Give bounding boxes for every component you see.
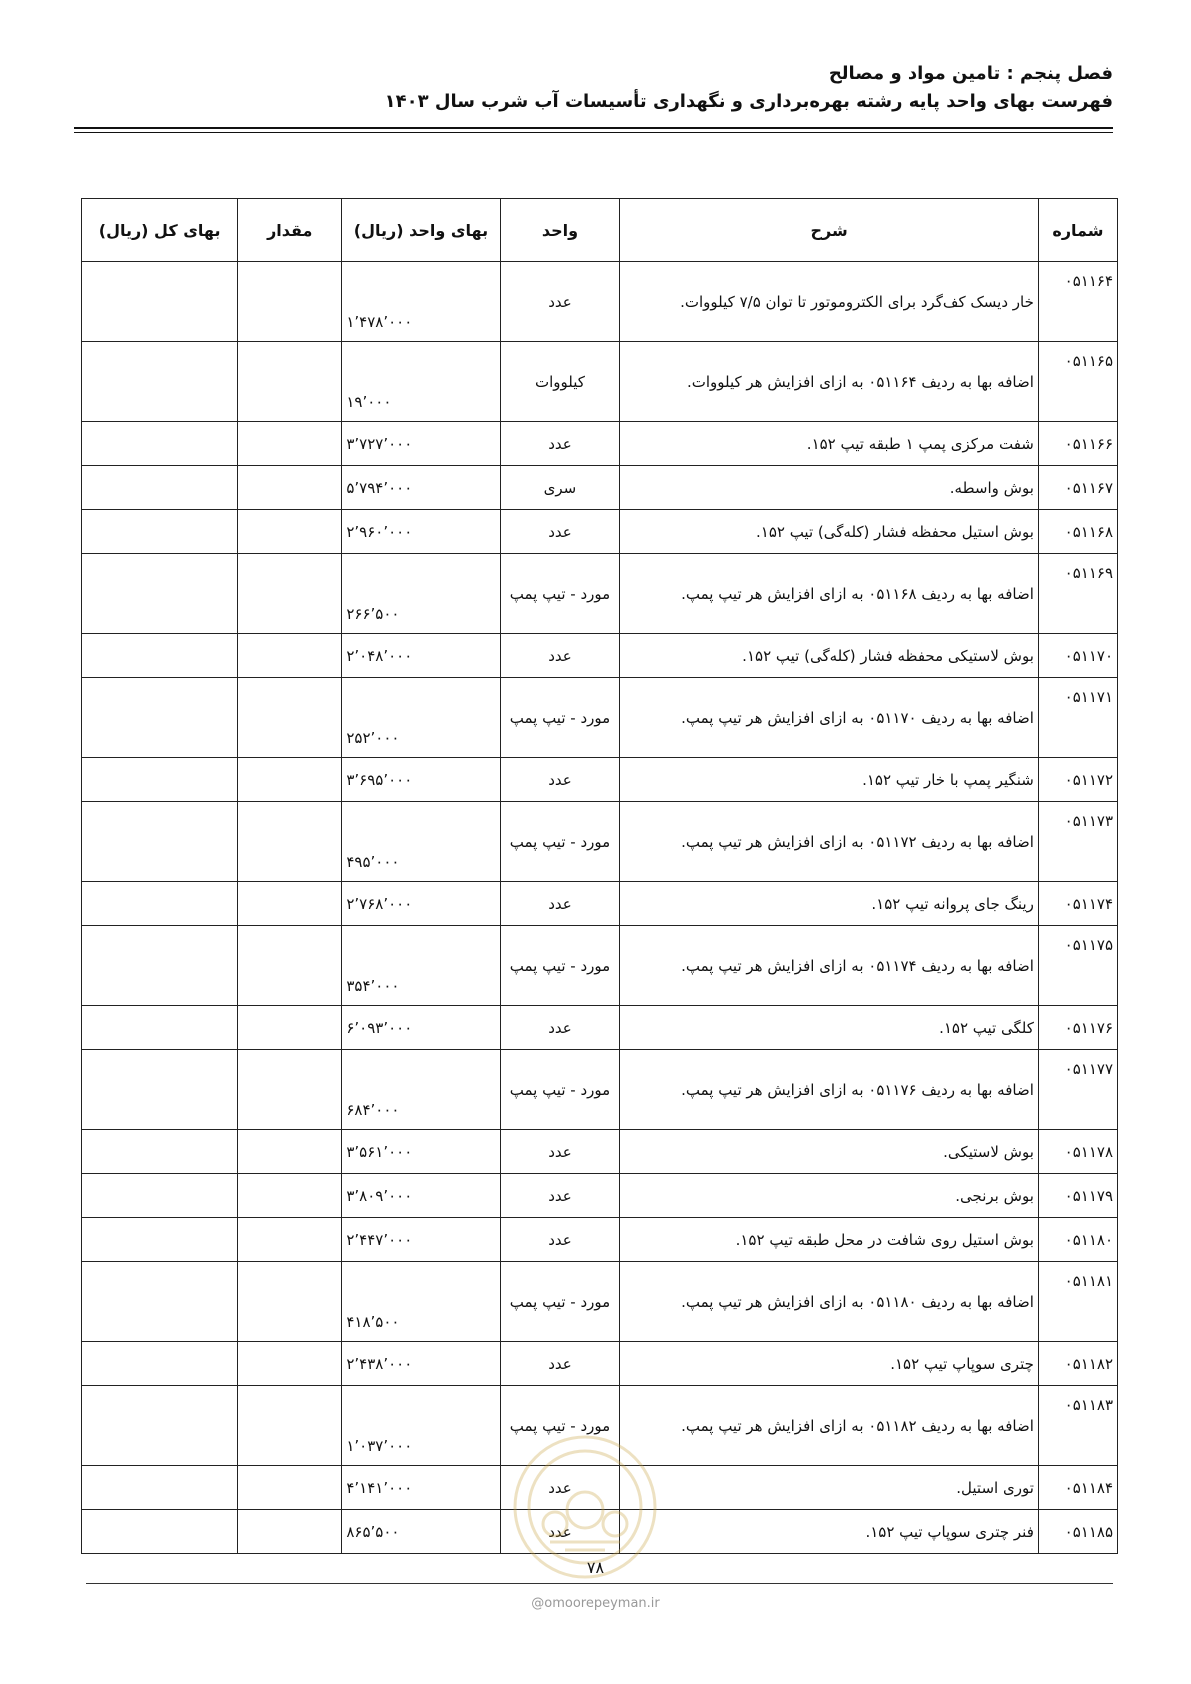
table-row bbox=[82, 1050, 1118, 1130]
row-description: خار دیسک کف‌گرد برای الکتروموتور تا توان ۷/۵ کیلووات. bbox=[620, 262, 1039, 342]
row-description: بوش لاستیکی. bbox=[620, 1130, 1039, 1174]
row-quantity bbox=[238, 802, 342, 882]
row-total-price bbox=[82, 1130, 238, 1174]
row-quantity bbox=[238, 1510, 342, 1554]
row-unit: مورد - تیپ پمپ bbox=[500, 678, 620, 758]
table-header-row bbox=[82, 199, 1118, 262]
page-header bbox=[74, 60, 1113, 116]
row-total-price bbox=[82, 342, 238, 422]
row-unit-price: ۱٬۴۷۸٬۰۰۰ bbox=[342, 262, 500, 342]
website-link[interactable]: @omoorepeyman.ir bbox=[531, 1596, 660, 1611]
row-unit: مورد - تیپ پمپ bbox=[500, 1050, 620, 1130]
row-description: بوش لاستیکی محفظه فشار (کله‌گی) تیپ ۱۵۲. bbox=[620, 634, 1039, 678]
row-number: ۰۵۱۱۶۷ bbox=[1038, 466, 1117, 510]
row-number: ۰۵۱۱۸۴ bbox=[1038, 1466, 1117, 1510]
table-row bbox=[82, 1130, 1118, 1174]
row-unit-price: ۲٬۹۶۰٬۰۰۰ bbox=[342, 510, 500, 554]
row-number: ۰۵۱۱۸۵ bbox=[1038, 1510, 1117, 1554]
row-unit-price: ۳٬۸۰۹٬۰۰۰ bbox=[342, 1174, 500, 1218]
row-number: ۰۵۱۱۷۲ bbox=[1038, 758, 1117, 802]
row-quantity bbox=[238, 1466, 342, 1510]
row-unit: مورد - تیپ پمپ bbox=[500, 926, 620, 1006]
row-number: ۰۵۱۱۸۳ bbox=[1038, 1386, 1117, 1466]
row-number: ۰۵۱۱۶۶ bbox=[1038, 422, 1117, 466]
row-quantity bbox=[238, 262, 342, 342]
row-quantity bbox=[238, 926, 342, 1006]
row-unit-price: ۲۵۲٬۰۰۰ bbox=[342, 678, 500, 758]
footer-rule bbox=[86, 1583, 1113, 1584]
row-unit: عدد bbox=[500, 1510, 620, 1554]
row-quantity bbox=[238, 554, 342, 634]
row-description: شفت مرکزی پمپ ۱ طبقه تیپ ۱۵۲. bbox=[620, 422, 1039, 466]
row-quantity bbox=[238, 1262, 342, 1342]
row-unit: عدد bbox=[500, 1006, 620, 1050]
row-total-price bbox=[82, 1006, 238, 1050]
row-total-price bbox=[82, 1386, 238, 1466]
row-description: اضافه بها به ردیف ۰۵۱۱۸۰ به ازای افزایش هر تیپ پمپ. bbox=[620, 1262, 1039, 1342]
row-description: بوش برنجی. bbox=[620, 1174, 1039, 1218]
table-row bbox=[82, 758, 1118, 802]
row-quantity bbox=[238, 634, 342, 678]
row-unit-price: ۳٬۶۹۵٬۰۰۰ bbox=[342, 758, 500, 802]
row-total-price bbox=[82, 678, 238, 758]
row-number: ۰۵۱۱۷۵ bbox=[1038, 926, 1117, 1006]
row-description: اضافه بها به ردیف ۰۵۱۱۶۸ به ازای افزایش هر تیپ پمپ. bbox=[620, 554, 1039, 634]
row-unit-price: ۳٬۷۲۷٬۰۰۰ bbox=[342, 422, 500, 466]
chapter-title: فصل پنجم : تامین مواد و مصالح bbox=[828, 63, 1113, 84]
row-quantity bbox=[238, 422, 342, 466]
row-number: ۰۵۱۱۷۰ bbox=[1038, 634, 1117, 678]
row-unit-price: ۳٬۵۶۱٬۰۰۰ bbox=[342, 1130, 500, 1174]
row-unit: مورد - تیپ پمپ bbox=[500, 802, 620, 882]
row-unit: عدد bbox=[500, 1466, 620, 1510]
table-row bbox=[82, 422, 1118, 466]
row-quantity bbox=[238, 678, 342, 758]
row-unit: عدد bbox=[500, 1174, 620, 1218]
row-unit: عدد bbox=[500, 882, 620, 926]
row-description: بوش استیل محفظه فشار (کله‌گی) تیپ ۱۵۲. bbox=[620, 510, 1039, 554]
table-row bbox=[82, 1342, 1118, 1386]
row-unit-price: ۴۹۵٬۰۰۰ bbox=[342, 802, 500, 882]
column-header-number: شماره bbox=[1038, 199, 1117, 262]
column-header-total-price: بهای کل (ریال) bbox=[82, 199, 238, 262]
table-row bbox=[82, 802, 1118, 882]
row-total-price bbox=[82, 554, 238, 634]
header-rule-thin bbox=[74, 132, 1113, 133]
table-row bbox=[82, 262, 1118, 342]
row-total-price bbox=[82, 1174, 238, 1218]
row-total-price bbox=[82, 1262, 238, 1342]
row-number: ۰۵۱۱۸۲ bbox=[1038, 1342, 1117, 1386]
row-unit-price: ۸۶۵٬۵۰۰ bbox=[342, 1510, 500, 1554]
row-quantity bbox=[238, 1130, 342, 1174]
row-total-price bbox=[82, 466, 238, 510]
row-total-price bbox=[82, 802, 238, 882]
row-quantity bbox=[238, 882, 342, 926]
row-unit: عدد bbox=[500, 1342, 620, 1386]
row-description: رینگ جای پروانه تیپ ۱۵۲. bbox=[620, 882, 1039, 926]
table-row bbox=[82, 1174, 1118, 1218]
row-unit: عدد bbox=[500, 262, 620, 342]
row-number: ۰۵۱۱۷۴ bbox=[1038, 882, 1117, 926]
row-unit-price: ۴۱۸٬۵۰۰ bbox=[342, 1262, 500, 1342]
row-number: ۰۵۱۱۶۹ bbox=[1038, 554, 1117, 634]
row-total-price bbox=[82, 758, 238, 802]
row-number: ۰۵۱۱۶۴ bbox=[1038, 262, 1117, 342]
row-unit-price: ۱٬۰۳۷٬۰۰۰ bbox=[342, 1386, 500, 1466]
row-description: اضافه بها به ردیف ۰۵۱۱۷۴ به ازای افزایش هر تیپ پمپ. bbox=[620, 926, 1039, 1006]
row-total-price bbox=[82, 882, 238, 926]
column-header-description: شرح bbox=[620, 199, 1039, 262]
row-total-price bbox=[82, 1050, 238, 1130]
row-quantity bbox=[238, 1386, 342, 1466]
row-number: ۰۵۱۱۶۸ bbox=[1038, 510, 1117, 554]
table-row bbox=[82, 926, 1118, 1006]
row-quantity bbox=[238, 1174, 342, 1218]
row-unit: مورد - تیپ پمپ bbox=[500, 554, 620, 634]
row-total-price bbox=[82, 1342, 238, 1386]
row-unit: مورد - تیپ پمپ bbox=[500, 1386, 620, 1466]
row-unit-price: ۶۸۴٬۰۰۰ bbox=[342, 1050, 500, 1130]
table-row bbox=[82, 882, 1118, 926]
row-quantity bbox=[238, 1342, 342, 1386]
row-quantity bbox=[238, 1050, 342, 1130]
page-number: ۷۸ bbox=[586, 1558, 605, 1577]
row-description: اضافه بها به ردیف ۰۵۱۱۷۲ به ازای افزایش هر تیپ پمپ. bbox=[620, 802, 1039, 882]
row-total-price bbox=[82, 1218, 238, 1262]
row-description: توری استیل. bbox=[620, 1466, 1039, 1510]
row-number: ۰۵۱۱۸۰ bbox=[1038, 1218, 1117, 1262]
table-row bbox=[82, 466, 1118, 510]
row-unit: عدد bbox=[500, 422, 620, 466]
row-total-price bbox=[82, 1466, 238, 1510]
row-unit: عدد bbox=[500, 758, 620, 802]
row-unit: عدد bbox=[500, 634, 620, 678]
row-description: اضافه بها به ردیف ۰۵۱۱۷۶ به ازای افزایش هر تیپ پمپ. bbox=[620, 1050, 1039, 1130]
row-description: شنگیر پمپ با خار تیپ ۱۵۲. bbox=[620, 758, 1039, 802]
row-number: ۰۵۱۱۷۱ bbox=[1038, 678, 1117, 758]
row-number: ۰۵۱۱۷۶ bbox=[1038, 1006, 1117, 1050]
row-quantity bbox=[238, 510, 342, 554]
row-unit-price: ۲۶۶٬۵۰۰ bbox=[342, 554, 500, 634]
row-quantity bbox=[238, 466, 342, 510]
row-unit-price: ۶٬۰۹۳٬۰۰۰ bbox=[342, 1006, 500, 1050]
header-rule-thick bbox=[74, 127, 1113, 129]
row-number: ۰۵۱۱۷۹ bbox=[1038, 1174, 1117, 1218]
row-total-price bbox=[82, 1510, 238, 1554]
column-header-quantity: مقدار bbox=[238, 199, 342, 262]
row-unit-price: ۳۵۴٬۰۰۰ bbox=[342, 926, 500, 1006]
row-description: چتری سوپاپ تیپ ۱۵۲. bbox=[620, 1342, 1039, 1386]
row-description: اضافه بها به ردیف ۰۵۱۱۶۴ به ازای افزایش هر کیلووات. bbox=[620, 342, 1039, 422]
row-unit: عدد bbox=[500, 510, 620, 554]
row-number: ۰۵۱۱۷۸ bbox=[1038, 1130, 1117, 1174]
table-row bbox=[82, 342, 1118, 422]
row-number: ۰۵۱۱۷۷ bbox=[1038, 1050, 1117, 1130]
row-unit-price: ۲٬۰۴۸٬۰۰۰ bbox=[342, 634, 500, 678]
row-unit: کیلووات bbox=[500, 342, 620, 422]
table-row bbox=[82, 634, 1118, 678]
row-total-price bbox=[82, 262, 238, 342]
row-description: فنر چتری سوپاپ تیپ ۱۵۲. bbox=[620, 1510, 1039, 1554]
row-quantity bbox=[238, 758, 342, 802]
row-quantity bbox=[238, 1006, 342, 1050]
table-row bbox=[82, 1262, 1118, 1342]
row-total-price bbox=[82, 510, 238, 554]
row-quantity bbox=[238, 1218, 342, 1262]
row-unit-price: ۲٬۴۴۷٬۰۰۰ bbox=[342, 1218, 500, 1262]
row-unit: سری bbox=[500, 466, 620, 510]
row-number: ۰۵۱۱۸۱ bbox=[1038, 1262, 1117, 1342]
row-total-price bbox=[82, 926, 238, 1006]
row-total-price bbox=[82, 634, 238, 678]
row-description: بوش واسطه. bbox=[620, 466, 1039, 510]
row-number: ۰۵۱۱۶۵ bbox=[1038, 342, 1117, 422]
row-unit: عدد bbox=[500, 1218, 620, 1262]
row-unit: مورد - تیپ پمپ bbox=[500, 1262, 620, 1342]
table-body bbox=[82, 262, 1118, 1554]
row-description: کلگی تیپ ۱۵۲. bbox=[620, 1006, 1039, 1050]
row-quantity bbox=[238, 342, 342, 422]
table-row bbox=[82, 1218, 1118, 1262]
row-unit-price: ۴٬۱۴۱٬۰۰۰ bbox=[342, 1466, 500, 1510]
row-description: اضافه بها به ردیف ۰۵۱۱۷۰ به ازای افزایش هر تیپ پمپ. bbox=[620, 678, 1039, 758]
row-unit: عدد bbox=[500, 1130, 620, 1174]
table-row bbox=[82, 678, 1118, 758]
row-unit-price: ۲٬۴۳۸٬۰۰۰ bbox=[342, 1342, 500, 1386]
table-row bbox=[82, 1006, 1118, 1050]
row-description: اضافه بها به ردیف ۰۵۱۱۸۲ به ازای افزایش هر تیپ پمپ. bbox=[620, 1386, 1039, 1466]
table-row bbox=[82, 510, 1118, 554]
row-total-price bbox=[82, 422, 238, 466]
row-unit-price: ۱۹٬۰۰۰ bbox=[342, 342, 500, 422]
column-header-unit: واحد bbox=[500, 199, 620, 262]
row-description: بوش استیل روی شافت در محل طبقه تیپ ۱۵۲. bbox=[620, 1218, 1039, 1262]
price-list-table bbox=[81, 198, 1118, 1554]
row-unit-price: ۵٬۷۹۴٬۰۰۰ bbox=[342, 466, 500, 510]
table-row bbox=[82, 554, 1118, 634]
row-number: ۰۵۱۱۷۳ bbox=[1038, 802, 1117, 882]
row-unit-price: ۲٬۷۶۸٬۰۰۰ bbox=[342, 882, 500, 926]
column-header-unit-price: بهای واحد (ریال) bbox=[342, 199, 500, 262]
price-list-title: فهرست بهای واحد پایه رشته بهره‌برداری و نگهداری تأسیسات آب شرب سال ۱۴۰۳ bbox=[384, 91, 1113, 112]
